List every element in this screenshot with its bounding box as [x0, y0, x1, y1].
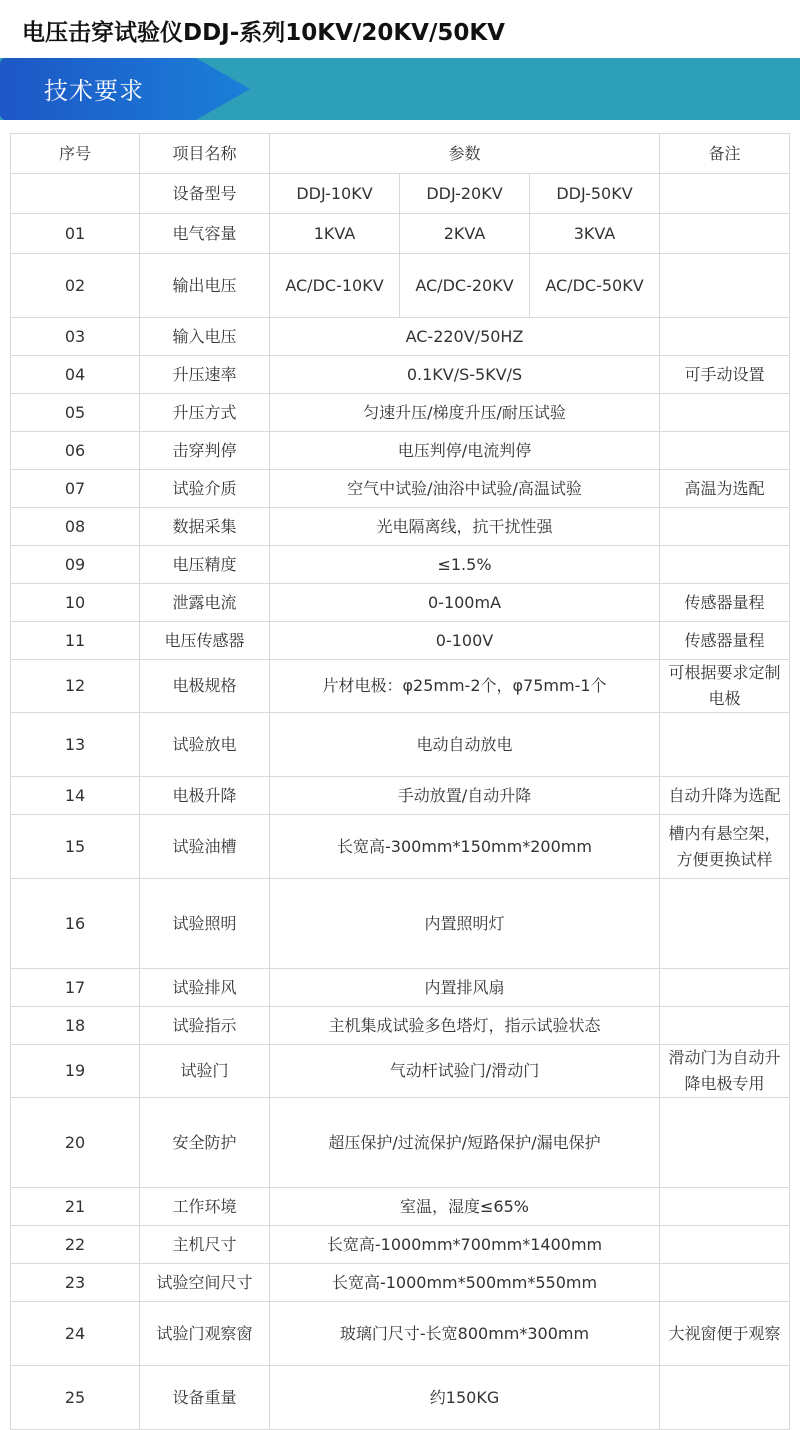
cell-name: 试验空间尺寸 [140, 1264, 270, 1302]
cell-note: 大视窗便于观察 [660, 1302, 790, 1366]
cell-name: 试验指示 [140, 1007, 270, 1045]
cell-no: 12 [11, 660, 140, 713]
cell-name: 试验介质 [140, 470, 270, 508]
table-row [11, 660, 790, 713]
table-row [11, 254, 790, 318]
table-row-model [11, 174, 790, 214]
header-name: 项目名称 [140, 134, 270, 174]
cell-note [660, 174, 790, 214]
cell-name: 试验油槽 [140, 815, 270, 879]
cell-no: 06 [11, 432, 140, 470]
cell-no: 14 [11, 777, 140, 815]
cell-no: 21 [11, 1188, 140, 1226]
cell-note [660, 969, 790, 1007]
cell-name: 输出电压 [140, 254, 270, 318]
section-banner [0, 58, 800, 120]
table-row [11, 1007, 790, 1045]
cell-name: 设备重量 [140, 1366, 270, 1430]
cell-value: 2KVA [400, 214, 530, 254]
cell-value: 玻璃门尺寸-长宽800mm*300mm [270, 1302, 660, 1366]
cell-no: 07 [11, 470, 140, 508]
cell-value: 主机集成试验多色塔灯，指示试验状态 [270, 1007, 660, 1045]
spec-table [10, 133, 790, 1430]
cell-name: 工作环境 [140, 1188, 270, 1226]
cell-note [660, 1366, 790, 1430]
table-row [11, 432, 790, 470]
table-row [11, 1098, 790, 1188]
cell-note [660, 1098, 790, 1188]
cell-value: 长宽高-1000mm*700mm*1400mm [270, 1226, 660, 1264]
cell-no: 25 [11, 1366, 140, 1430]
cell-no: 02 [11, 254, 140, 318]
cell-no: 22 [11, 1226, 140, 1264]
cell-no: 13 [11, 713, 140, 777]
cell-note [660, 394, 790, 432]
cell-name: 试验放电 [140, 713, 270, 777]
cell-note [660, 1226, 790, 1264]
cell-no: 17 [11, 969, 140, 1007]
cell-value: 内置照明灯 [270, 879, 660, 969]
cell-value: 室温，湿度≤65% [270, 1188, 660, 1226]
cell-name: 试验门 [140, 1045, 270, 1098]
cell-no: 04 [11, 356, 140, 394]
cell-name: 电极规格 [140, 660, 270, 713]
cell-no: 01 [11, 214, 140, 254]
cell-no: 15 [11, 815, 140, 879]
table-row [11, 879, 790, 969]
table-row [11, 1264, 790, 1302]
cell-no: 11 [11, 622, 140, 660]
cell-no: 23 [11, 1264, 140, 1302]
cell-note: 可手动设置 [660, 356, 790, 394]
table-row [11, 394, 790, 432]
cell-value: 0.1KV/S-5KV/S [270, 356, 660, 394]
cell-note: 滑动门为自动升降电极专用 [660, 1045, 790, 1098]
cell-no: 05 [11, 394, 140, 432]
cell-value: 0-100V [270, 622, 660, 660]
cell-note [660, 1264, 790, 1302]
cell-value: 长宽高-300mm*150mm*200mm [270, 815, 660, 879]
cell-no [11, 174, 140, 214]
cell-value: 片材电极：φ25mm-2个，φ75mm-1个 [270, 660, 660, 713]
cell-no: 24 [11, 1302, 140, 1366]
cell-value: 匀速升压/梯度升压/耐压试验 [270, 394, 660, 432]
cell-value: 1KVA [270, 214, 400, 254]
cell-note [660, 1007, 790, 1045]
cell-value: 气动杆试验门/滑动门 [270, 1045, 660, 1098]
section-title: 技术要求 [44, 77, 144, 105]
table-row [11, 777, 790, 815]
cell-note [660, 546, 790, 584]
cell-no: 03 [11, 318, 140, 356]
cell-value: AC/DC-10KV [270, 254, 400, 318]
cell-name: 主机尺寸 [140, 1226, 270, 1264]
cell-note: 可根据要求定制电极 [660, 660, 790, 713]
cell-name: 电极升降 [140, 777, 270, 815]
cell-no: 18 [11, 1007, 140, 1045]
cell-note [660, 1188, 790, 1226]
cell-value: 空气中试验/油浴中试验/高温试验 [270, 470, 660, 508]
cell-value: 光电隔离线，抗干扰性强 [270, 508, 660, 546]
cell-name: 试验照明 [140, 879, 270, 969]
cell-value: 超压保护/过流保护/短路保护/漏电保护 [270, 1098, 660, 1188]
cell-name: 升压方式 [140, 394, 270, 432]
cell-value: AC/DC-50KV [530, 254, 660, 318]
page-title: 电压击穿试验仪DDJ-系列10KV/20KV/50KV [22, 20, 505, 46]
header-params: 参数 [270, 134, 660, 174]
cell-value: 电压判停/电流判停 [270, 432, 660, 470]
cell-name: 电气容量 [140, 214, 270, 254]
cell-name: 设备型号 [140, 174, 270, 214]
cell-name: 升压速率 [140, 356, 270, 394]
table-row [11, 470, 790, 508]
cell-no: 09 [11, 546, 140, 584]
cell-note: 高温为选配 [660, 470, 790, 508]
table-row [11, 584, 790, 622]
table-row [11, 508, 790, 546]
cell-name: 击穿判停 [140, 432, 270, 470]
cell-name: 试验门观察窗 [140, 1302, 270, 1366]
table-row [11, 1045, 790, 1098]
cell-value: 0-100mA [270, 584, 660, 622]
cell-name: 试验排风 [140, 969, 270, 1007]
cell-value: 手动放置/自动升降 [270, 777, 660, 815]
table-header-row [11, 134, 790, 174]
cell-no: 08 [11, 508, 140, 546]
cell-name: 电压传感器 [140, 622, 270, 660]
cell-model: DDJ-10KV [270, 174, 400, 214]
cell-note: 自动升降为选配 [660, 777, 790, 815]
cell-value: 长宽高-1000mm*500mm*550mm [270, 1264, 660, 1302]
table-row [11, 1366, 790, 1430]
cell-note: 传感器量程 [660, 622, 790, 660]
table-row [11, 546, 790, 584]
cell-note [660, 508, 790, 546]
cell-note: 槽内有悬空架，方便更换试样 [660, 815, 790, 879]
cell-note [660, 318, 790, 356]
cell-note [660, 214, 790, 254]
table-row [11, 214, 790, 254]
cell-note [660, 879, 790, 969]
header-note: 备注 [660, 134, 790, 174]
cell-name: 数据采集 [140, 508, 270, 546]
cell-value: 内置排风扇 [270, 969, 660, 1007]
table-row [11, 1226, 790, 1264]
cell-no: 20 [11, 1098, 140, 1188]
cell-note [660, 432, 790, 470]
table-row [11, 1302, 790, 1366]
cell-value: ≤1.5% [270, 546, 660, 584]
table-row [11, 622, 790, 660]
cell-model: DDJ-50KV [530, 174, 660, 214]
table-row [11, 969, 790, 1007]
cell-name: 安全防护 [140, 1098, 270, 1188]
cell-value: 约150KG [270, 1366, 660, 1430]
cell-note [660, 254, 790, 318]
table-row [11, 1188, 790, 1226]
cell-value: AC-220V/50HZ [270, 318, 660, 356]
cell-name: 泄露电流 [140, 584, 270, 622]
cell-no: 16 [11, 879, 140, 969]
cell-value: AC/DC-20KV [400, 254, 530, 318]
table-row [11, 318, 790, 356]
table-row [11, 815, 790, 879]
cell-name: 电压精度 [140, 546, 270, 584]
table-row [11, 356, 790, 394]
cell-model: DDJ-20KV [400, 174, 530, 214]
cell-value: 电动自动放电 [270, 713, 660, 777]
cell-note [660, 713, 790, 777]
table-row [11, 713, 790, 777]
cell-no: 10 [11, 584, 140, 622]
cell-name: 输入电压 [140, 318, 270, 356]
cell-no: 19 [11, 1045, 140, 1098]
cell-note: 传感器量程 [660, 584, 790, 622]
cell-value: 3KVA [530, 214, 660, 254]
header-no: 序号 [11, 134, 140, 174]
